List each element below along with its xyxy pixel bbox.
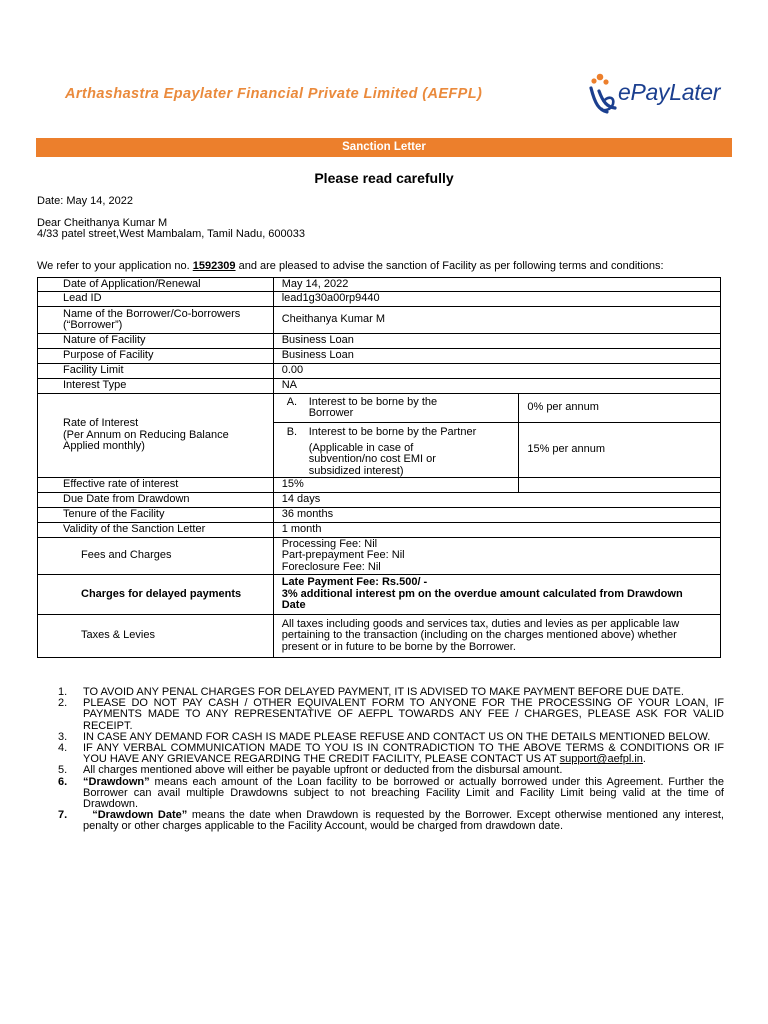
fee-line: Part-prepayment Fee: Nil xyxy=(281,549,405,562)
fee-line: Foreclosure Fee: Nil xyxy=(281,560,381,573)
notes-list xyxy=(58,687,724,833)
fees-values xyxy=(273,538,720,575)
note-text xyxy=(83,810,724,832)
row-label: Tenure of the Facility xyxy=(38,508,274,523)
taxes-value xyxy=(273,615,720,658)
note-number: 2. xyxy=(58,697,68,710)
list-item xyxy=(58,698,724,732)
roi-option-a xyxy=(273,394,519,423)
option-text: (Applicable in case of xyxy=(308,441,414,454)
salutation: Dear Cheithanya Kumar M xyxy=(37,217,168,229)
table-row xyxy=(38,292,721,307)
borrower-address: 4/33 patel street,West Mambalam, Tamil Nadu, 600033 xyxy=(37,228,306,240)
reference-suffix: and are pleased to advise the sanction of Facility as per following terms and conditions: xyxy=(235,260,664,272)
row-label: Facility Limit xyxy=(38,364,274,379)
table-row xyxy=(38,478,721,493)
note-number: 7. xyxy=(58,809,68,822)
note-text: TO AVOID ANY PENAL CHARGES FOR DELAYED PAYMENT, IT IS ADVISED TO MAKE PAYMENT BEFORE DUE DATE. xyxy=(83,686,684,698)
roi-label-line: (Per Annum on Reducing Balance xyxy=(63,428,229,441)
table-row xyxy=(38,538,721,575)
sanction-letter-banner: Sanction Letter xyxy=(36,138,732,157)
taxes-line: present or in future to be borne by the Borrower. xyxy=(281,640,516,653)
row-value: Business Loan xyxy=(273,334,720,349)
note-number: 1. xyxy=(58,686,68,698)
row-label: Interest Type xyxy=(38,379,274,394)
delay-line: 3% additional interest pm on the overdue amount calculated from Drawdown xyxy=(281,587,683,600)
table-row xyxy=(38,307,721,334)
application-number: 1592309 xyxy=(192,260,236,272)
note-text: IN CASE ANY DEMAND FOR CASH IS MADE PLEASE REFUSE AND CONTACT US ON THE DETAILS MENTIONED BELOW. xyxy=(83,730,711,743)
delay-line: Late Payment Fee: Rs.500/ - xyxy=(281,576,428,589)
note-text: PLEASE DO NOT PAY CASH / OTHER EQUIVALENT FORM TO ANYONE FOR THE PROCESSING OF YOUR LOAN, IF PAYMENTS MADE TO ANY REPRESENTATIVE OF AEFPL TOWARDS ANY FEE / CHARGES, PLEASE ASK FOR VALID RECEIPT. xyxy=(83,697,724,732)
taxes-line: pertaining to the transaction (including on the charges mentioned above) whether xyxy=(281,629,677,642)
roi-option-b-value: 15% per annum xyxy=(519,423,721,478)
delay-charges-value xyxy=(273,575,720,615)
list-item xyxy=(58,777,724,811)
option-marker: A. xyxy=(286,395,298,408)
note-text-body: means the date when Drawdown is requested by the Borrower. Except otherwise mentioned any interest, penalty or other charges applicable to the Facility Account, would be charged from drawdown date. xyxy=(83,809,724,833)
row-label: Date of Application/Renewal xyxy=(38,278,274,292)
row-value: 15% xyxy=(273,478,519,493)
rate-of-interest-label xyxy=(38,394,274,478)
row-value: lead1g30a00rp9440 xyxy=(273,292,720,307)
option-text: Borrower xyxy=(308,407,354,419)
roi-label-line: Applied monthly) xyxy=(63,440,145,453)
row-value: 14 days xyxy=(273,493,720,508)
note-number: 3. xyxy=(58,730,68,743)
row-label: Effective rate of interest xyxy=(38,478,274,493)
option-marker: B. xyxy=(286,426,298,438)
row-label: Charges for delayed payments xyxy=(38,575,274,615)
row-label xyxy=(38,307,274,334)
list-item xyxy=(58,743,724,765)
reference-paragraph xyxy=(37,260,664,272)
company-name: Arthashastra Epaylater Financial Private Limited (AEFPL) xyxy=(65,86,483,102)
table-row xyxy=(38,508,721,523)
reference-prefix: We refer to your application no. xyxy=(37,260,193,272)
note-number: 6. xyxy=(58,775,68,788)
note-text-body: IF ANY VERBAL COMMUNICATION MADE TO YOU IS IN CONTRADICTION TO THE ABOVE TERMS & CONDITIONS OR IF YOU HAVE ANY GRIEVANCE REGARDING THE CREDIT FACILITY, PLEASE CONTACT US AT xyxy=(83,742,724,766)
fee-line: Processing Fee: Nil xyxy=(281,537,378,550)
logo-mark-icon xyxy=(585,72,621,118)
row-value: Business Loan xyxy=(273,349,720,364)
row-label: Due Date from Drawdown xyxy=(38,493,274,508)
option-text: subvention/no cost EMI or xyxy=(308,453,436,465)
roi-option-b xyxy=(273,423,519,478)
table-row xyxy=(38,334,721,349)
option-text: subsidized interest) xyxy=(308,464,404,477)
row-label: Taxes & Levies xyxy=(38,615,274,658)
table-row xyxy=(38,523,721,538)
row-label: Nature of Facility xyxy=(38,334,274,349)
table-row xyxy=(38,379,721,394)
table-row xyxy=(38,394,721,423)
epaylater-logo xyxy=(585,72,725,118)
note-text xyxy=(83,743,724,765)
row-value: 36 months xyxy=(273,508,720,523)
row-empty-cell xyxy=(519,478,721,493)
row-value: 1 month xyxy=(273,523,720,538)
terms-table xyxy=(37,277,721,658)
borrower-label-line: Name of the Borrower/Co-borrowers xyxy=(63,307,241,320)
borrower-label-line: (“Borrower”) xyxy=(63,319,123,331)
note-number: 5. xyxy=(58,764,68,777)
note-text: All charges mentioned above will either be payable upfront or deducted from the disbursal amount. xyxy=(83,764,563,777)
list-item xyxy=(58,810,724,832)
option-text: Interest to be borne by the Partner xyxy=(308,426,477,438)
row-label: Validity of the Sanction Letter xyxy=(38,523,274,538)
defined-term: “Drawdown Date” xyxy=(83,809,188,822)
table-row xyxy=(38,364,721,379)
roi-label-line: Rate of Interest xyxy=(63,417,139,430)
table-row xyxy=(38,493,721,508)
support-email-link[interactable]: support@aefpl.in xyxy=(559,753,643,766)
row-value: Cheithanya Kumar M xyxy=(273,307,720,334)
table-row xyxy=(38,615,721,658)
table-row xyxy=(38,349,721,364)
page-heading: Please read carefully xyxy=(314,170,454,186)
row-value: 0.00 xyxy=(273,364,720,379)
row-value: NA xyxy=(273,379,720,394)
roi-option-a-value: 0% per annum xyxy=(519,394,721,423)
table-row xyxy=(38,278,721,292)
logo-text: ePayLater xyxy=(618,79,721,105)
row-value: May 14, 2022 xyxy=(273,278,720,292)
note-text-end: . xyxy=(642,753,646,766)
option-text: Interest to be borne by the xyxy=(308,395,438,408)
letter-date: Date: May 14, 2022 xyxy=(37,195,134,207)
table-row xyxy=(38,575,721,615)
defined-term: “Drawdown” xyxy=(83,775,150,788)
taxes-line: All taxes including goods and services tax, duties and levies as per applicable law xyxy=(281,617,680,630)
note-number: 4. xyxy=(58,742,68,755)
note-text-body: means each amount of the Loan facility to be borrowed or actually borrowed under this Agreement. Further the Borrower can avail multiple Drawdowns subject to not breaching Facility Limit and Facility Limit being valid at the time of Drawdown. xyxy=(83,775,724,811)
row-label: Purpose of Facility xyxy=(38,349,274,364)
note-text xyxy=(83,777,724,811)
row-label: Lead ID xyxy=(38,292,274,307)
row-label: Fees and Charges xyxy=(38,538,274,575)
delay-line: Date xyxy=(281,599,306,612)
